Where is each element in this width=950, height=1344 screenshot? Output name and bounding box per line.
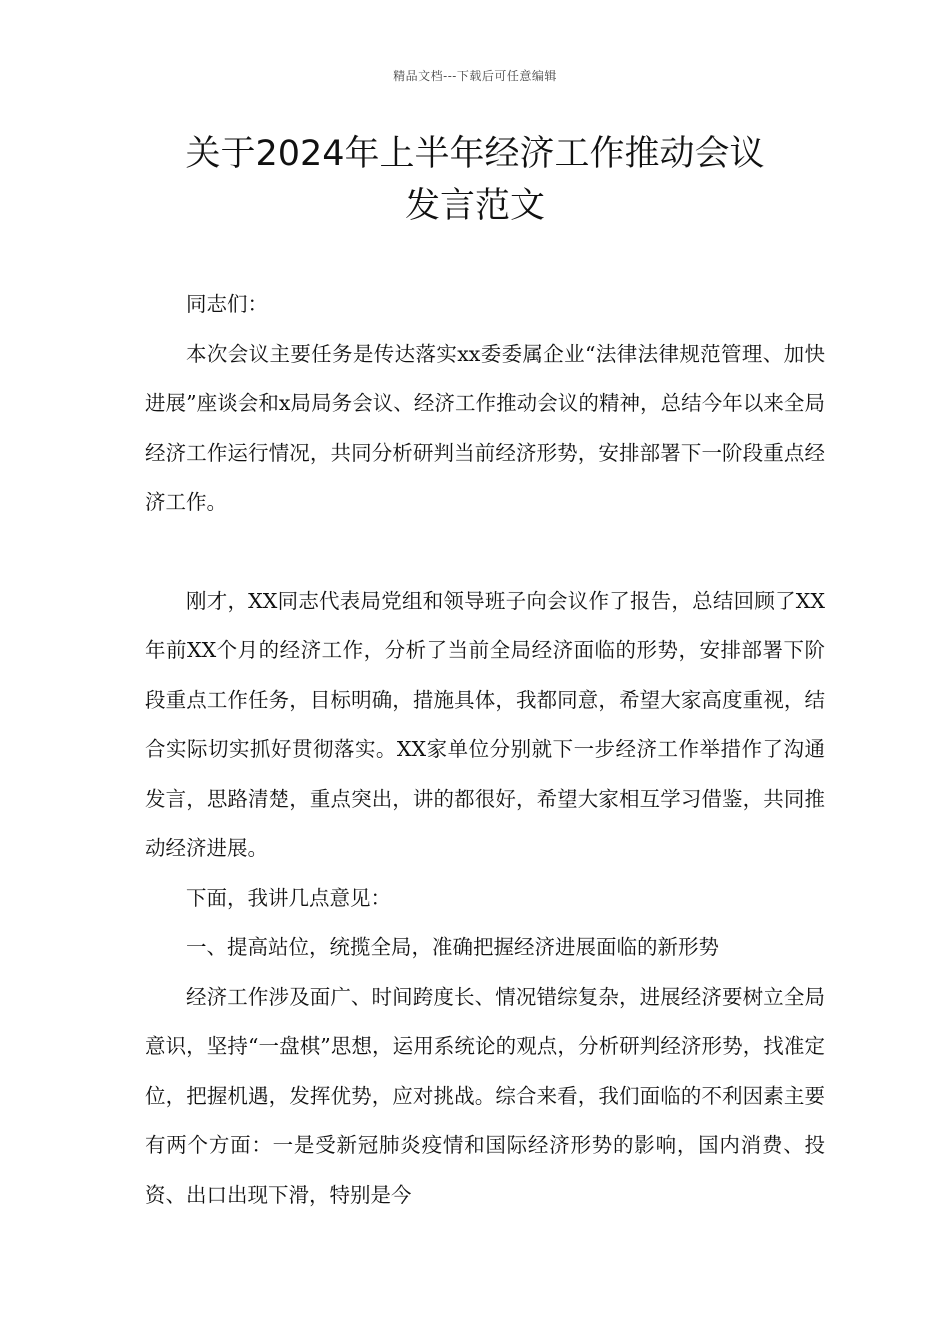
paragraph-report-review: 刚才，XX同志代表局党组和领导班子向会议作了报告，总结回顾了XX年前XX个月的经济工作，分析了当前全局经济面临的形势，安排部署下阶段重点工作任务，目标明确，措施具体，我都同意，希望大家高度重视，结合实际切实抓好贯彻落实。XX家单位分别就下一步经济工作举措作了沟通发言，思路清楚，重点突出，讲的都很好，希望大家相互学习借鉴，共同推动经济进展。 (145, 588, 825, 860)
paragraph-opinions-intro: 下面，我讲几点意见： (186, 885, 391, 910)
header-note: 精品文档---下载后可任意编辑 (393, 69, 557, 83)
document-body (145, 280, 825, 1220)
document-title (100, 128, 850, 232)
section-heading-1: 一、提高站位，统揽全局，准确把握经济进展面临的新形势 (186, 935, 719, 959)
title-line-2: 发言范文 (404, 186, 545, 226)
paragraph-meeting-tasks: 本次会议主要任务是传达落实xx委委属企业“法律法律规范管理、加快进展”座谈会和x局局务会议、经济工作推动会议的精神，总结今年以来全局经济工作运行情况，共同分析研判当前经济形势，安排部署下一阶段重点经济工作。 (145, 341, 825, 514)
title-line-1: 关于2024年上半年经济工作推动会议 (185, 134, 765, 174)
paragraph-economic-situation: 经济工作涉及面广、时间跨度长、情况错综复杂，进展经济要树立全局意识，坚持“一盘棋”思想，运用系统论的观点，分析研判经济形势，找准定位，把握机遇，发挥优势，应对挑战。综合来看，我们面临的不利因素主要有两个方面：一是受新冠肺炎疫情和国际经济形势的影响，国内消费、投资、出口出现下滑，特别是今 (145, 984, 825, 1207)
salutation: 同志们： (186, 292, 268, 316)
